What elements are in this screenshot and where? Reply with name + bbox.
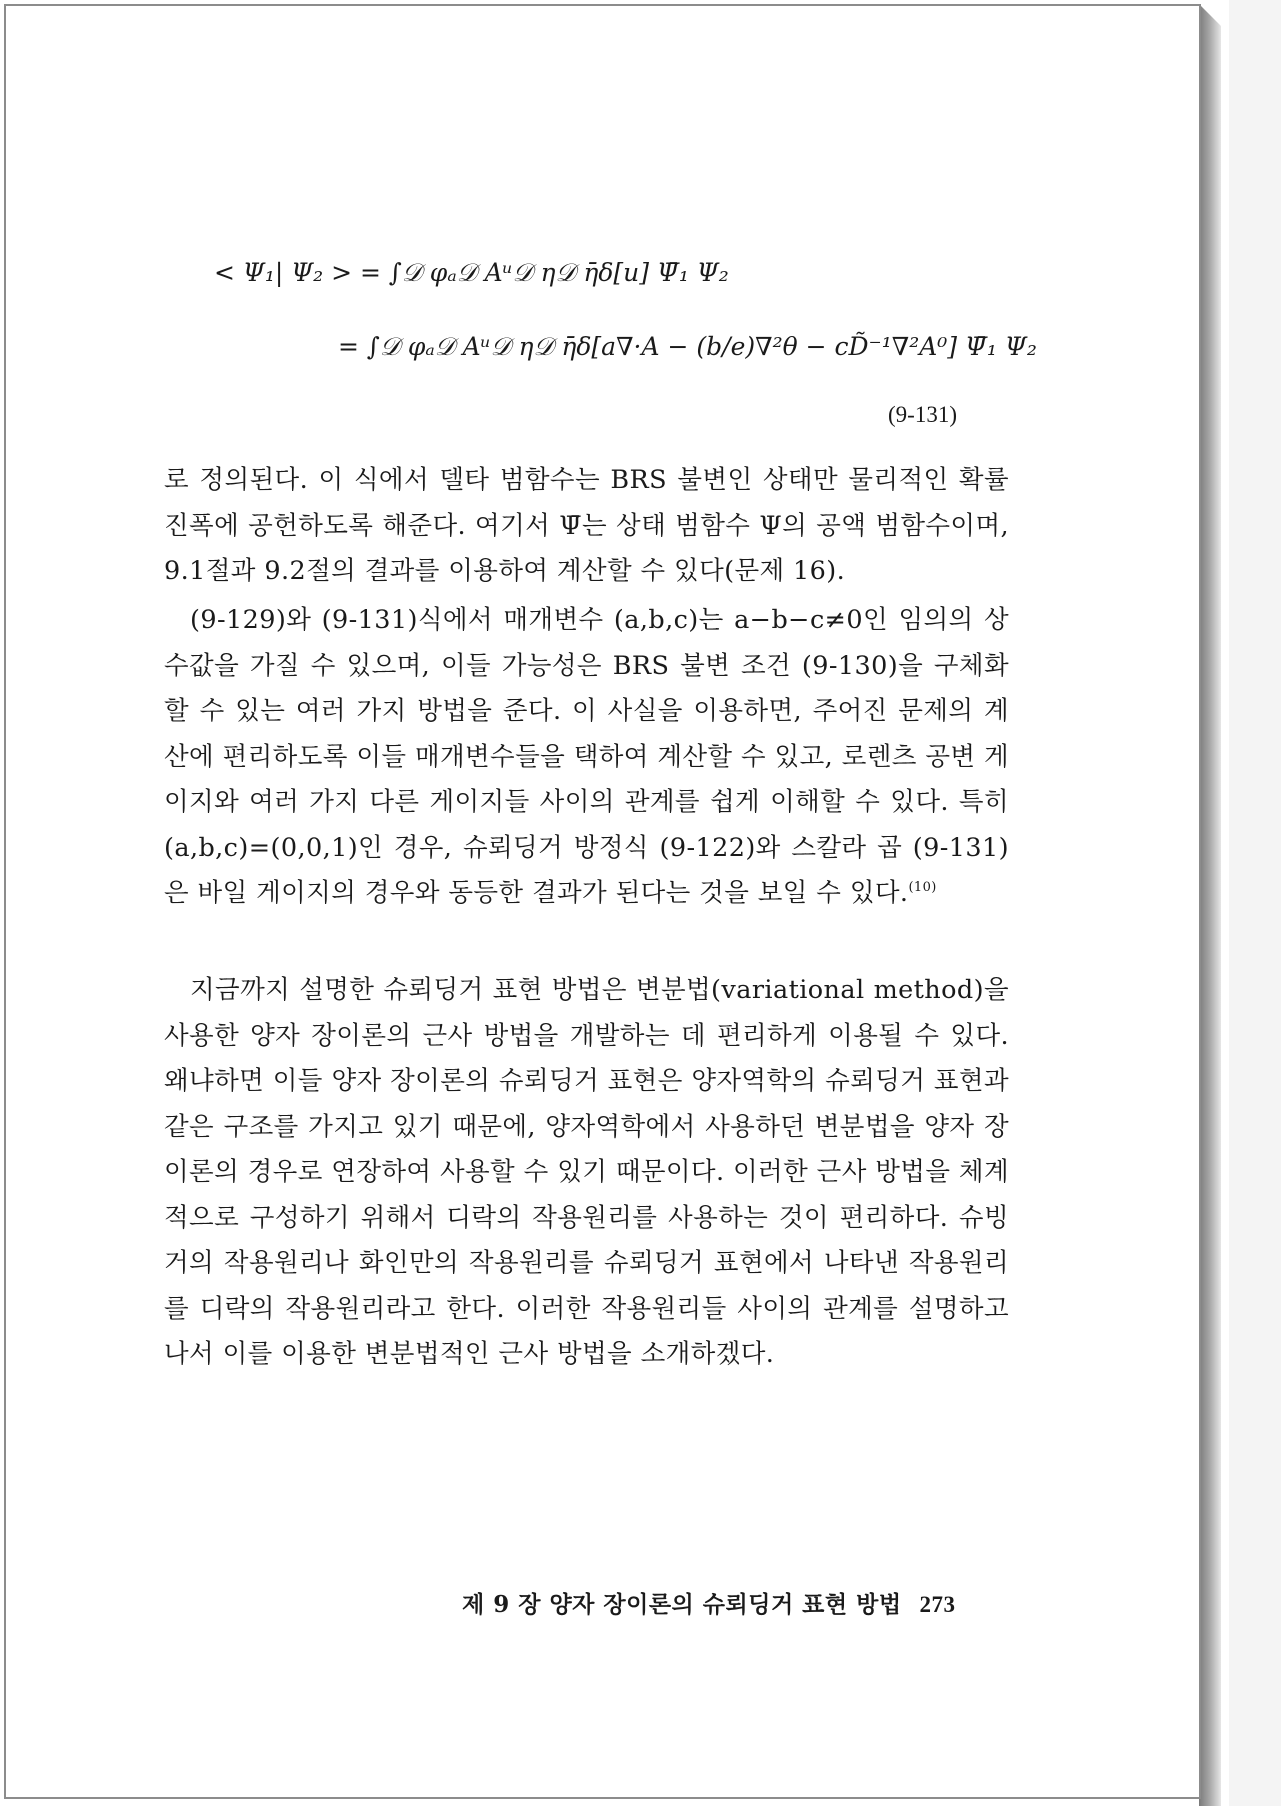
page-edge-bevel [1199,0,1229,1806]
paragraph-2 [164,598,1009,917]
equation-number: (9-131) [888,402,957,427]
page-number: 273 [919,1592,956,1617]
book-page [4,4,1201,1799]
paragraph-1-text: 로 정의된다. 이 식에서 델타 범함수는 BRS 불변인 상태만 물리적인 확률 진폭에 공헌하도록 해준다. 여기서 Ψ̄는 상태 범함수 Ψ의 공액 범함수이며, 9.1절과 9.2절의 결과를 이용하여 계산할 수 있다(문제 16). [164,465,1009,586]
outer-background [1229,0,1281,1806]
paragraph-3 [164,968,1009,1378]
paragraph-1 [164,458,1009,595]
paragraph-3-text: 지금까지 설명한 슈뢰딩거 표현 방법은 변분법(variational method)을 사용한 양자 장이론의 근사 방법을 개발하는 데 편리하게 이용될 수 있다. 왜냐하면 이들 양자 장이론의 슈뢰딩거 표현은 양자역학의 슈뢰딩거 표현과 같은 구조를 가지고 있기 때문에, 양자역학에서 사용하던 변분법을 양자 장이론의 경우로 연장하여 사용할 수 있기 때문이다. 이러한 근사 방법을 체계적으로 구성하기 위해서 디락의 작용원리를 사용하는 것이 편리하다. 슈빙거의 작용원리나 화인만의 작용원리를 슈뢰딩거 표현에서 나타낸 작용원리를 디락의 작용원리라고 한다. 이러한 작용원리들 사이의 관계를 설명하고 나서 이를 이용한 변분법적인 근사 방법을 소개하겠다. [164,975,1009,1369]
chapter-title: 제 9 장 양자 장이론의 슈뢰딩거 표현 방법 [462,1591,902,1618]
equation-line-2: = ∫𝒟 φₐ𝒟 Aᵘ𝒟 η𝒟 η̄δ[a∇·A − (b/e)∇²θ − cD̃⁻¹∇²A⁰] Ψ̄₁ Ψ₂ [338,332,1037,361]
footnote-marker: (10) [908,880,937,895]
running-footer [462,1586,956,1619]
equation-line-1: < Ψ₁| Ψ₂ > = ∫𝒟 φₐ𝒟 Aᵘ𝒟 η𝒟 η̄δ[u] Ψ̄₁ Ψ₂ [214,258,729,287]
paragraph-2-text: (9-129)와 (9-131)식에서 매개변수 (a,b,c)는 a−b−c≠0인 임의의 상수값을 가질 수 있으며, 이들 가능성은 BRS 불변 조건 (9-130)을 구체화할 수 있는 여러 가지 방법을 준다. 이 사실을 이용하면, 주어진 문제의 계산에 편리하도록 이들 매개변수들을 택하여 계산할 수 있고, 로렌츠 공변 게이지와 여러 가지 다른 게이지들 사이의 관계를 쉽게 이해할 수 있다. 특히 (a,b,c)=(0,0,1)인 경우, 슈뢰딩거 방정식 (9-122)와 스칼라 곱 (9-131)은 바일 게이지의 경우와 동등한 결과가 된다는 것을 보일 수 있다. [164,605,1009,908]
